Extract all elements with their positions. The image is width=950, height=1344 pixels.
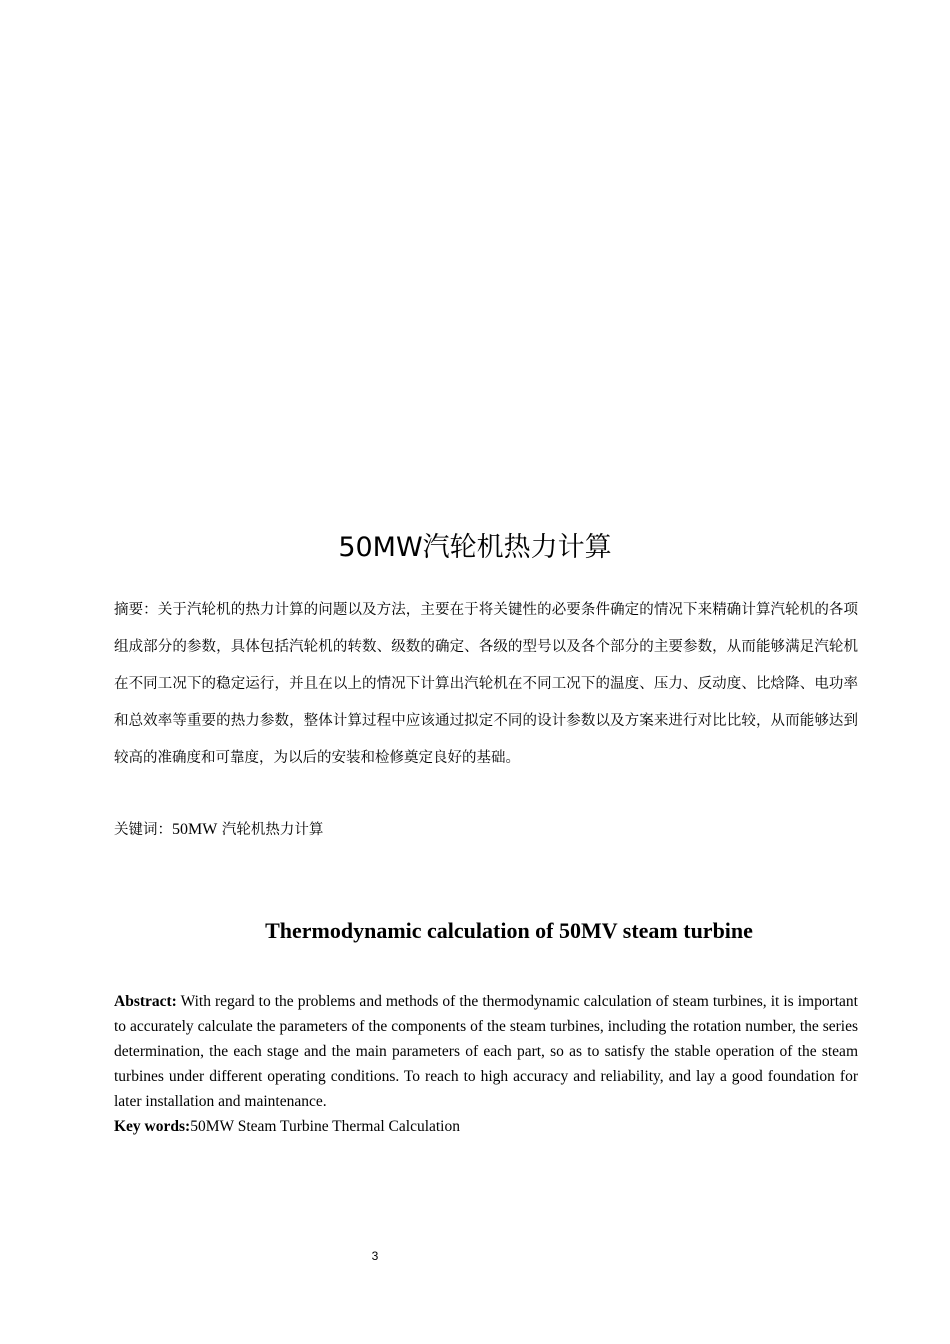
english-keywords-text: 50MW Steam Turbine Thermal Calculation — [190, 1118, 460, 1135]
english-abstract-text: With regard to the problems and methods of the thermodynamic calculation of steam turbines, it is important to accurately calculate the parameters of the components of the steam turbines, including the rotation number, the series determination, the each stage and the main parameters of each part, so as to satisfy the stable operation of the steam turbines under different operating conditions. To reach to high accuracy and reliability, and lay a good foundation for later installation and maintenance. — [114, 993, 858, 1110]
english-keywords — [114, 1114, 858, 1139]
chinese-keywords — [114, 816, 858, 844]
chinese-title: 50MW汽轮机热力计算 — [338, 532, 612, 563]
chinese-keywords-label: 关键词： — [114, 822, 172, 838]
page-number: 3 — [371, 1249, 379, 1263]
chinese-keywords-text: 汽轮机热力计算 — [217, 822, 324, 838]
chinese-abstract-label: 摘要： — [114, 602, 158, 618]
english-abstract-label: Abstract: — [114, 993, 177, 1010]
chinese-abstract — [114, 592, 858, 777]
english-abstract — [114, 989, 858, 1114]
english-keywords-label: Key words: — [114, 1118, 191, 1135]
chinese-keywords-latin: 50MW — [172, 821, 218, 838]
english-title: Thermodynamic calculation of 50MV steam turbine — [265, 918, 753, 943]
chinese-abstract-text: 关于汽轮机的热力计算的问题以及方法，主要在于将关键性的必要条件确定的情况下来精确计算汽轮机的各项组成部分的参数，具体包括汽轮机的转数、级数的确定、各级的型号以及各个部分的主要参数，从而能够满足汽轮机在不同工况下的稳定运行，并且在以上的情况下计算出汽轮机在不同工况下的温度、压力、反动度、比焓降、电功率和总效率等重要的热力参数，整体计算过程中应该通过拟定不同的设计参数以及方案来进行对比比较，从而能够达到较高的准确度和可靠度，为以后的安装和检修奠定良好的基础。 — [114, 602, 859, 766]
